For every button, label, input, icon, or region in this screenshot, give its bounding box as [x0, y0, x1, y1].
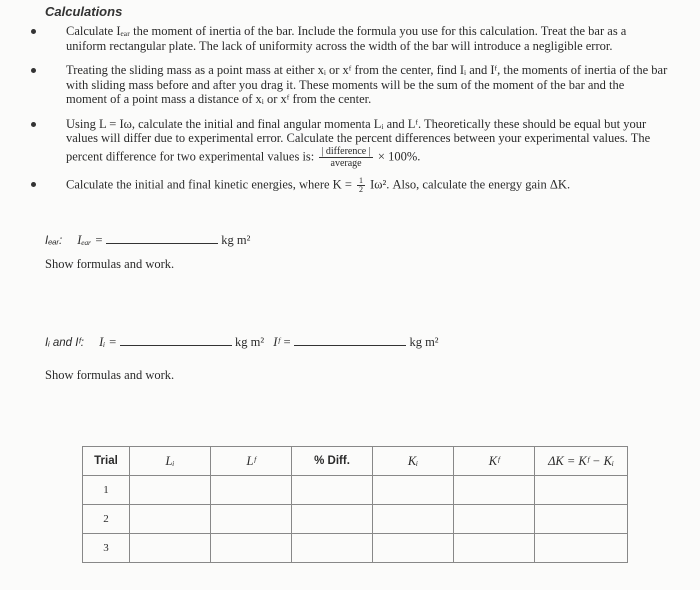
header-li: Lᵢ [130, 447, 211, 476]
instruction-ibar [28, 24, 668, 53]
table-row [83, 476, 628, 505]
ibar-answer-row [45, 233, 250, 248]
trial-number: 1 [83, 476, 130, 505]
fraction-numerator: | difference | [321, 145, 371, 157]
trial-number: 3 [83, 534, 130, 563]
bullet-dot [31, 29, 36, 34]
table-header-row [83, 447, 628, 476]
fraction-numerator: 1 [359, 175, 364, 185]
ibar-note: Show formulas and work. [45, 257, 175, 271]
instruction-ii-if [28, 63, 668, 107]
cell-kf[interactable] [454, 476, 535, 505]
cell-lf[interactable] [211, 476, 292, 505]
ii-answer-blank[interactable] [120, 335, 232, 346]
fraction-denominator: average [330, 157, 362, 169]
instruction-ke-pre: Calculate the initial and final kinetic energies, where K = [66, 176, 352, 191]
cell-ki[interactable] [373, 476, 454, 505]
ii-if-note: Show formulas and work. [45, 368, 175, 382]
header-percent-diff: % Diff. [292, 447, 373, 476]
ibar-unit: kg m² [221, 233, 251, 247]
ii-unit: kg m² [235, 335, 265, 349]
percent-diff-fraction [319, 146, 372, 169]
header-kf: Kᶠ [454, 447, 535, 476]
instruction-angular-momentum [28, 117, 668, 169]
cell-delta-k[interactable] [535, 505, 628, 534]
header-trial: Trial [83, 447, 130, 476]
ibar-equation: Iₑₐᵣ = [77, 233, 104, 247]
cell-li[interactable] [130, 534, 211, 563]
table-row [83, 534, 628, 563]
cell-kf[interactable] [454, 505, 535, 534]
table-row [83, 505, 628, 534]
cell-percent-diff[interactable] [292, 534, 373, 563]
bullet-dot [31, 122, 36, 127]
calculations-heading: Calculations [45, 4, 123, 19]
if-answer-blank[interactable] [294, 335, 406, 346]
ii-if-label: Iᵢ and Iᶠ: [45, 337, 84, 349]
instruction-ke-post: Iω². Also, calculate the energy gain ΔK. [370, 176, 571, 191]
if-unit: kg m² [409, 335, 439, 349]
if-equation: Iᶠ = [273, 335, 292, 349]
instruction-kinetic-energy [28, 177, 668, 194]
bullet-dot [31, 68, 36, 73]
cell-ki[interactable] [373, 534, 454, 563]
results-table [82, 446, 628, 563]
instruction-list [28, 24, 668, 202]
cell-percent-diff[interactable] [292, 476, 373, 505]
ibar-answer-blank[interactable] [106, 233, 218, 244]
cell-lf[interactable] [211, 534, 292, 563]
cell-percent-diff[interactable] [292, 505, 373, 534]
cell-delta-k[interactable] [535, 534, 628, 563]
header-delta-k: ΔK = Kᶠ − Kᵢ [535, 447, 628, 476]
bullet-dot [31, 182, 36, 187]
cell-delta-k[interactable] [535, 476, 628, 505]
ibar-label: Iₑₐᵣ: [45, 235, 63, 247]
ii-if-answer-row [45, 335, 439, 350]
trial-number: 2 [83, 505, 130, 534]
fraction-denominator: 2 [359, 184, 364, 194]
header-ki: Kᵢ [373, 447, 454, 476]
cell-lf[interactable] [211, 505, 292, 534]
cell-li[interactable] [130, 505, 211, 534]
cell-kf[interactable] [454, 534, 535, 563]
cell-li[interactable] [130, 476, 211, 505]
instruction-ibar-text: Calculate Iₑₐᵣ the moment of inertia of the bar. Include the formula you use for this calculation. Treat the bar as a uniform rectangular plate. The lack of uniformity across the width of the bar will introduce a negligible error. [66, 24, 627, 53]
percent-diff-tail: × 100%. [377, 148, 421, 163]
cell-ki[interactable] [373, 505, 454, 534]
instruction-angular-momentum-text: Using L = Iω, calculate the initial and final angular momenta Lᵢ and Lᶠ. Theoretically these should be equal but your values will differ due to experimental error. Calculate the percent differences between your experimental values. The percent difference for two experimental values is: [66, 116, 651, 163]
header-lf: Lᶠ [211, 447, 292, 476]
instruction-ii-if-text: Treating the sliding mass as a point mass at either xᵢ or xᶠ from the center, find Iᵢ and Iᶠ, the moments of inertia of the bar with sliding mass before and after you drag it. These moments will be the sum of the moment of the bar and the moment of a point mass a distance of xᵢ or xᶠ from the center. [66, 63, 668, 106]
half-fraction [357, 177, 365, 194]
ii-equation: Iᵢ = [99, 335, 117, 349]
